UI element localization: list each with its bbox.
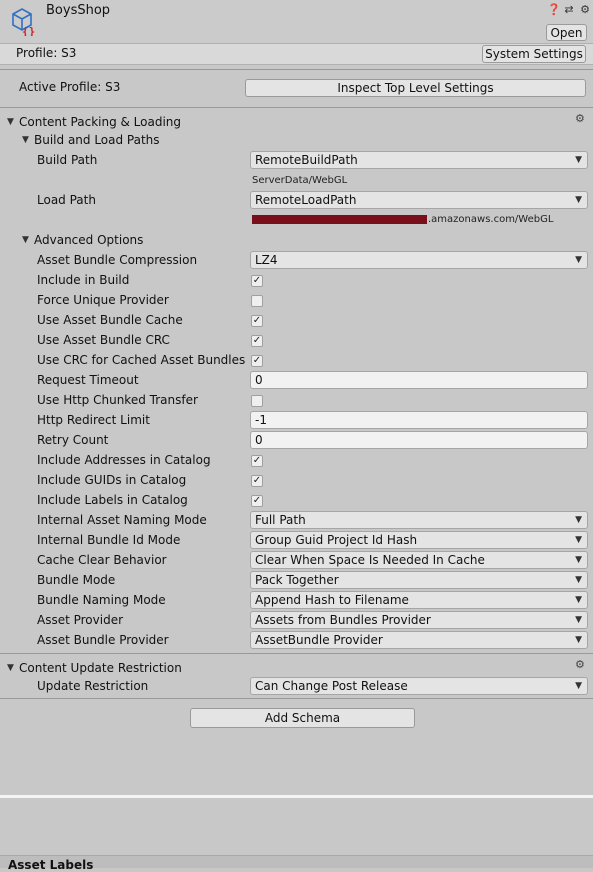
force-unique-provider-label: Force Unique Provider bbox=[37, 293, 169, 307]
include-addresses-in-catalog-label: Include Addresses in Catalog bbox=[37, 453, 211, 467]
bundle-mode-dropdown[interactable] bbox=[250, 571, 588, 589]
load-path-dropdown[interactable] bbox=[250, 191, 588, 209]
include-labels-in-catalog-label: Include Labels in Catalog bbox=[37, 493, 188, 507]
cache-clear-behavior-label: Cache Clear Behavior bbox=[37, 553, 167, 567]
content-packing-title[interactable]: Content Packing & Loading bbox=[19, 115, 182, 129]
build-path-value: RemoteBuildPath bbox=[255, 153, 358, 167]
asset-labels-title: Asset Labels bbox=[8, 858, 94, 872]
build-path-label: Build Path bbox=[37, 153, 98, 167]
dropdown-arrow-icon: ▼ bbox=[575, 255, 582, 265]
dropdown-arrow-icon: ▼ bbox=[575, 515, 582, 525]
divider bbox=[0, 698, 593, 699]
use-http-chunked-transfer-label: Use Http Chunked Transfer bbox=[37, 393, 198, 407]
asset-bundle-provider-dropdown[interactable] bbox=[250, 631, 588, 649]
include-guids-in-catalog-label: Include GUIDs in Catalog bbox=[37, 473, 187, 487]
update-restriction-dropdown[interactable] bbox=[250, 677, 588, 695]
build-path-dropdown[interactable] bbox=[250, 151, 588, 169]
load-path-label: Load Path bbox=[37, 193, 96, 207]
advanced-options-title[interactable]: Advanced Options bbox=[34, 233, 144, 247]
use-crc-for-cached-asset-bundles-checkbox[interactable]: ✓ bbox=[252, 355, 262, 366]
use-asset-bundle-crc-checkbox[interactable]: ✓ bbox=[252, 335, 262, 346]
bundle-naming-mode-dropdown[interactable] bbox=[250, 591, 588, 609]
open-button[interactable]: Open bbox=[546, 24, 587, 41]
add-schema-button[interactable]: Add Schema bbox=[190, 708, 415, 728]
load-path-resolved-suffix: .amazonaws.com/WebGL bbox=[428, 214, 554, 225]
preset-icon[interactable]: ⇄ bbox=[564, 3, 574, 16]
asset-bundle-compression-label: Asset Bundle Compression bbox=[37, 253, 198, 267]
dropdown-arrow-icon: ▼ bbox=[575, 615, 582, 625]
http-redirect-limit-field[interactable]: -1 bbox=[250, 411, 588, 429]
internal-asset-naming-mode-value: Full Path bbox=[255, 513, 306, 527]
addressable-group-asset-icon bbox=[9, 6, 39, 36]
asset-provider-dropdown[interactable] bbox=[250, 611, 588, 629]
dropdown-arrow-icon: ▼ bbox=[575, 595, 582, 605]
use-asset-bundle-cache-label: Use Asset Bundle Cache bbox=[37, 313, 183, 327]
http-redirect-limit-label: Http Redirect Limit bbox=[37, 413, 150, 427]
foldout-arrow-icon[interactable]: ▼ bbox=[7, 663, 14, 673]
retry-count-field[interactable]: 0 bbox=[250, 431, 588, 449]
bundle-naming-mode-value: Append Hash to Filename bbox=[255, 593, 409, 607]
asset-title: BoysShop bbox=[46, 3, 111, 18]
dropdown-arrow-icon: ▼ bbox=[575, 681, 582, 691]
svg-text:{}: {} bbox=[22, 25, 36, 36]
use-asset-bundle-crc-label: Use Asset Bundle CRC bbox=[37, 333, 170, 347]
dropdown-arrow-icon: ▼ bbox=[575, 195, 582, 205]
use-crc-for-cached-asset-bundles-label: Use CRC for Cached Asset Bundles bbox=[37, 353, 246, 367]
internal-bundle-id-mode-label: Internal Bundle Id Mode bbox=[37, 533, 181, 547]
bundle-mode-label: Bundle Mode bbox=[37, 573, 116, 587]
foldout-arrow-icon[interactable]: ▼ bbox=[22, 235, 29, 245]
request-timeout-label: Request Timeout bbox=[37, 373, 139, 387]
cache-clear-behavior-dropdown[interactable] bbox=[250, 551, 588, 569]
internal-asset-naming-mode-dropdown[interactable] bbox=[250, 511, 588, 529]
retry-count-label: Retry Count bbox=[37, 433, 109, 447]
redacted-url-bar bbox=[252, 215, 427, 224]
build-and-load-paths-title[interactable]: Build and Load Paths bbox=[34, 133, 160, 147]
active-profile-label: Active Profile: S3 bbox=[19, 80, 121, 94]
asset-bundle-provider-value: AssetBundle Provider bbox=[255, 633, 383, 647]
force-unique-provider-checkbox[interactable] bbox=[251, 295, 263, 307]
dropdown-arrow-icon: ▼ bbox=[575, 155, 582, 165]
system-settings-button[interactable]: System Settings bbox=[482, 45, 586, 63]
asset-bundle-compression-value: LZ4 bbox=[255, 253, 278, 267]
update-restriction-value: Can Change Post Release bbox=[255, 679, 408, 693]
asset-provider-label: Asset Provider bbox=[37, 613, 124, 627]
foldout-arrow-icon[interactable]: ▼ bbox=[22, 135, 29, 145]
include-in-build-checkbox[interactable]: ✓ bbox=[252, 275, 262, 286]
update-restriction-label: Update Restriction bbox=[37, 679, 149, 693]
divider bbox=[0, 69, 593, 70]
internal-asset-naming-mode-label: Internal Asset Naming Mode bbox=[37, 513, 207, 527]
include-in-build-label: Include in Build bbox=[37, 273, 130, 287]
use-http-chunked-transfer-checkbox[interactable] bbox=[251, 395, 263, 407]
dropdown-arrow-icon: ▼ bbox=[575, 635, 582, 645]
include-addresses-in-catalog-checkbox[interactable]: ✓ bbox=[252, 455, 262, 466]
cache-clear-behavior-value: Clear When Space Is Needed In Cache bbox=[255, 553, 485, 567]
content-update-title[interactable]: Content Update Restriction bbox=[19, 661, 182, 675]
gear-icon[interactable]: ⚙ bbox=[575, 112, 585, 125]
load-path-value: RemoteLoadPath bbox=[255, 193, 357, 207]
bundle-mode-value: Pack Together bbox=[255, 573, 339, 587]
profile-label: Profile: S3 bbox=[16, 46, 77, 60]
asset-provider-value: Assets from Bundles Provider bbox=[255, 613, 431, 627]
internal-bundle-id-mode-dropdown[interactable] bbox=[250, 531, 588, 549]
inspect-top-level-settings-button[interactable]: Inspect Top Level Settings bbox=[245, 79, 586, 97]
use-asset-bundle-cache-checkbox[interactable]: ✓ bbox=[252, 315, 262, 326]
bundle-naming-mode-label: Bundle Naming Mode bbox=[37, 593, 166, 607]
dropdown-arrow-icon: ▼ bbox=[575, 575, 582, 585]
foldout-arrow-icon[interactable]: ▼ bbox=[7, 117, 14, 127]
divider bbox=[0, 653, 593, 654]
include-labels-in-catalog-checkbox[interactable]: ✓ bbox=[252, 495, 262, 506]
gear-icon[interactable]: ⚙ bbox=[580, 3, 590, 16]
gear-icon[interactable]: ⚙ bbox=[575, 658, 585, 671]
divider bbox=[0, 107, 593, 108]
internal-bundle-id-mode-value: Group Guid Project Id Hash bbox=[255, 533, 418, 547]
dropdown-arrow-icon: ▼ bbox=[575, 555, 582, 565]
dropdown-arrow-icon: ▼ bbox=[575, 535, 582, 545]
help-icon[interactable]: ❓ bbox=[547, 3, 561, 16]
request-timeout-field[interactable]: 0 bbox=[250, 371, 588, 389]
asset-bundle-compression-dropdown[interactable] bbox=[250, 251, 588, 269]
splitter[interactable] bbox=[0, 795, 593, 798]
asset-bundle-provider-label: Asset Bundle Provider bbox=[37, 633, 169, 647]
include-guids-in-catalog-checkbox[interactable]: ✓ bbox=[252, 475, 262, 486]
build-path-resolved: ServerData/WebGL bbox=[252, 175, 348, 186]
